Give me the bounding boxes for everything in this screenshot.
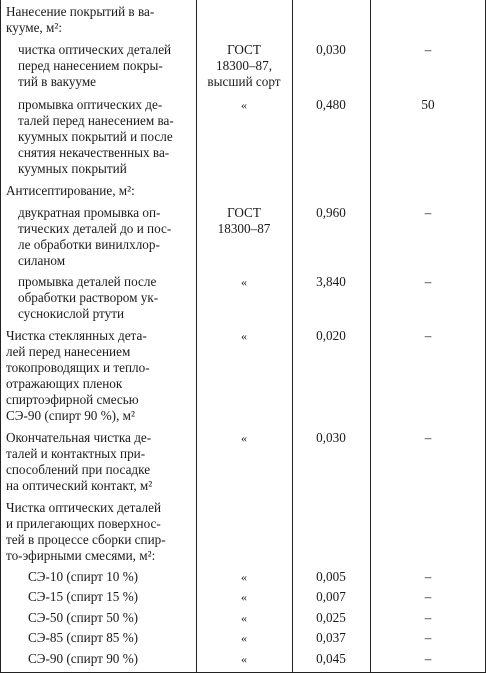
column-divider <box>0 0 1 673</box>
row-description-line: Нанесение покрытий в ва- <box>6 4 155 19</box>
row-description-line: обработки раствором ук- <box>18 290 159 305</box>
row-description-line: силаном <box>18 253 66 268</box>
row-description-line: СЭ-85 (спирт 85 %) <box>28 630 139 645</box>
row-description-line: спиртоэфирной смесью <box>6 392 139 407</box>
row-extra: – <box>424 651 432 666</box>
row-description-line: перед нанесением покры- <box>18 58 163 73</box>
row-extra: 50 <box>421 97 435 112</box>
row-standard: « <box>241 329 247 343</box>
row-description-line: двукратная промывка оп- <box>18 205 161 220</box>
row-description-line: СЭ-50 (спирт 50 %) <box>28 610 139 625</box>
row-extra: – <box>424 430 432 445</box>
row-extra: – <box>424 328 432 343</box>
row-extra: – <box>424 630 432 645</box>
row-description-line: промывка оптических де- <box>18 97 163 112</box>
row-standard: высший сорт <box>207 74 281 89</box>
row-description-line: то-эфирными смесями, м²: <box>6 548 156 563</box>
row-description-line: СЭ-90 (спирт 90 %) <box>28 651 139 666</box>
row-standard: ГОСТ <box>227 42 261 57</box>
row-standard: « <box>241 275 247 289</box>
row-description-line: Окончательная чистка де- <box>6 430 152 445</box>
row-description-line: тей в процессе сборки спир- <box>6 532 166 547</box>
row-description-line: снятия некачественных ва- <box>18 145 170 160</box>
row-value: 3,840 <box>316 274 346 289</box>
row-value: 0,960 <box>316 205 346 220</box>
row-description-line: чистка оптических деталей <box>18 42 172 57</box>
row-standard: ГОСТ <box>227 205 261 220</box>
row-description-line: и прилегающих поверхнос- <box>6 516 161 531</box>
row-standard: « <box>241 590 247 604</box>
row-value: 0,025 <box>316 610 346 625</box>
row-description-line: Антисептирование, м²: <box>6 183 135 198</box>
row-description-line: талей и контактных при- <box>6 446 146 461</box>
row-description-line: СЭ-15 (спирт 15 %) <box>28 589 139 604</box>
row-standard: « <box>241 611 247 625</box>
row-value: 0,030 <box>316 42 346 57</box>
row-extra: – <box>424 274 432 289</box>
row-description-line: Чистка стеклянных дета- <box>6 328 147 343</box>
row-description-line: СЭ-10 (спирт 10 %) <box>28 569 139 584</box>
row-description-line: лей перед нанесением <box>6 344 131 359</box>
row-description-line: куумных покрытий <box>18 161 127 176</box>
row-standard: « <box>241 631 247 645</box>
row-description-line: Чистка оптических деталей <box>6 500 162 515</box>
row-description-line: ле обработки винилхлор- <box>18 237 160 252</box>
row-description-line: промывка деталей после <box>18 274 157 289</box>
row-description-line: на оптический контакт, м² <box>6 478 153 493</box>
row-description-line: тических деталей до и пос- <box>18 221 172 236</box>
row-standard: « <box>241 431 247 445</box>
row-value: 0,037 <box>316 630 346 645</box>
row-standard: « <box>241 570 247 584</box>
row-description-line: суснокислой ртути <box>18 306 125 321</box>
row-value: 0,020 <box>316 328 346 343</box>
row-value: 0,007 <box>316 589 346 604</box>
row-description-line: тий в вакууме <box>18 74 97 89</box>
row-description-line: СЭ-90 (спирт 90 %), м² <box>6 408 135 423</box>
row-extra: – <box>424 205 432 220</box>
row-extra: – <box>424 569 432 584</box>
row-standard: « <box>241 98 247 112</box>
row-standard: 18300–87, <box>215 58 273 73</box>
row-extra: – <box>424 610 432 625</box>
row-extra: – <box>424 589 432 604</box>
row-description-line: кууме, м²: <box>6 20 62 35</box>
row-extra: – <box>424 42 432 57</box>
row-description-line: отражающих пленок <box>6 376 123 391</box>
row-value: 0,005 <box>316 569 346 584</box>
row-standard: « <box>241 652 247 666</box>
row-value: 0,030 <box>316 430 346 445</box>
row-description-line: куумных покрытий и после <box>18 129 173 144</box>
row-description-line: токопроводящих и тепло- <box>6 360 150 375</box>
row-description-line: талей перед нанесением ва- <box>18 113 174 128</box>
row-value: 0,045 <box>316 651 346 666</box>
row-description-line: способлений при посадке <box>6 462 151 477</box>
row-value: 0,480 <box>316 97 346 112</box>
row-standard: 18300–87 <box>217 221 271 236</box>
